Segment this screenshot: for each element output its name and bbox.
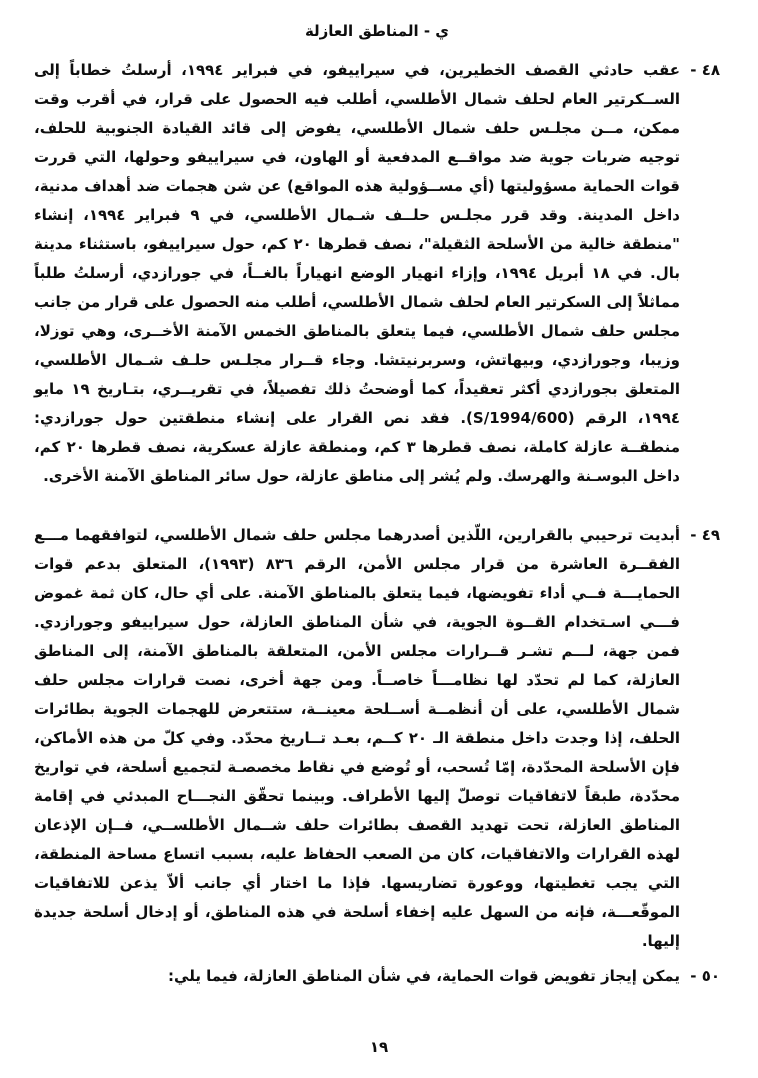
paragraph (34, 962, 720, 991)
page-number: ١٩ (369, 1038, 389, 1056)
paragraph-text: يمكن إيجاز تفويض قوات الحماية، في شأن المناطق العازلة، فيما يلي: (168, 967, 680, 985)
section-heading: ي - المناطق العازلة (304, 22, 450, 40)
paragraph-number: ٤٨ - (690, 61, 720, 79)
paragraph-number: ٤٩ - (690, 526, 720, 544)
paragraph (34, 56, 720, 491)
paragraph-text: عقب حادثي القصف الخطيرين، في سيراييفو، في فبراير ١٩٩٤، أرسلتُ خطاباً إلى الســكرتير العام لحلف شمال الأطلسي، أطلب فيه الحصول على قرار، في أقرب وقت ممكن، مــن مجلـس حلف شمال الأطلسي، يفوض إلى قائد القيادة الجنوبية للحلف، توجيه ضربات جوية ضد مواقــع المدفعية أو الهاون، في سيراييفو وحولها، التي قررت قوات الحماية مسؤوليتها (أي مســؤولية هذه المواقع) عن شن هجمات ضد أهداف مدنية، داخل المدينة. وقد قرر مجلـس حلــف شـمال الأطلسي، في ٩ فبراير ١٩٩٤، إنشاء "منطقة خالية من الأسلحة الثقيلة"، نصف قطرها ٢٠ كم، حول سيراييفو، باستثناء مدينة بال. في ١٨ أبريل ١٩٩٤، وإزاء انهيار الوضع انهياراً بالغــاً، في جورازدي، أرسلتُ طلباً مماثلاً إلى السكرتير العام لحلف شمال الأطلسي، أطلب منه الحصول على قرار من جانب مجلس حلف شمال الأطلسي، فيما يتعلق بالمناطق الخمس الآمنة الأخــرى، وهي توزلا، وزيبا، وجورازدي، وبيهاتش، وسربرنيتشا. وجاء قــرار مجلـس حلـف شـمال الأطلسي، المتعلق بجورازدي أكثر تعقيداً، كما أوضحتُ ذلك تفصيلاً، في تقريــري، بتـاريخ ١٩ مايو ١٩٩٤، الرقم (S/1994/600). فقد نص القرار على إنشاء منطقتين حول جورازدي: منطقــة عازلة كاملة، نصف قطرها ٣ كم، ومنطقة عازلة عسكرية، نصف قطرها ٢٠ كم، داخل البوسـنة والهرسك. ولم يُشر إلى مناطق عازلة، حول سائر المناطق الآمنة الأخرى. (34, 61, 681, 485)
paragraph (34, 521, 720, 956)
paragraph-number: ٥٠ - (690, 967, 720, 985)
paragraph-text: أبديت ترحيبي بالقرارين، اللّذين أصدرهما مجلس حلف شمال الأطلسي، لتوافقهما مـــع الفقــرة العاشرة من قرار مجلس الأمن، الرقم ٨٣٦ (١٩٩٣)، المتعلق بدعم قوات الحمايـــة فــي أداء تفويضها، فيما يتعلق بالمناطق الآمنة. على أي حال، كان ثمة غموض فـــي اسـتخدام القــوة الجوية، في شأن المناطق العازلة، حول سيراييفو وجورازدي. فمن جهة، لـــم تشـر قــرارات مجلس الأمن، المتعلقة بالمناطق الآمنة، إلى المناطق العازلة، كما لم تحدّد لها نظامـــاً خاصــاً. ومن جهة أخرى، نصت قرارات مجلس حلف شمال الأطلسي، على أن أنظمــة أســلحة معينــة، ستتعرض للهجمات الجوية بطائرات الحلف، إذا وجدت داخل منطقة الـ ٢٠ كــم، بعـد تــاريخ محدّد. وفي كلّ من هذه الأماكن، فإن الأسلحة المحدّدة، إمّا تُسحب، أو تُوضع في نقاط مخصصـة لتجميع أسلحة، في تواريخ محدّدة، طبقاً لاتفاقيات توصلّ إليها الأطراف. وبينما تحقّق النجـــاح المبدئي في إقامة المناطق العازلة، تحت تهديد القصف بطائرات حلف شــمال الأطلســي، فــإن الإذعان لهذه القرارات والاتفاقيات، كان من الصعب الحفاظ عليه، بسبب اتساع مساحة المنطقة، التي يجب تغطيتها، ووعورة تضاريسها. فإذا ما اختار أي جانب ألاّ يذعن للاتفاقيات الموقّعـــة، فإنه من السهل عليه إخفاء أسلحة في هذه المناطق، أو إدخال أسلحة جديدة إليها. (34, 526, 681, 950)
